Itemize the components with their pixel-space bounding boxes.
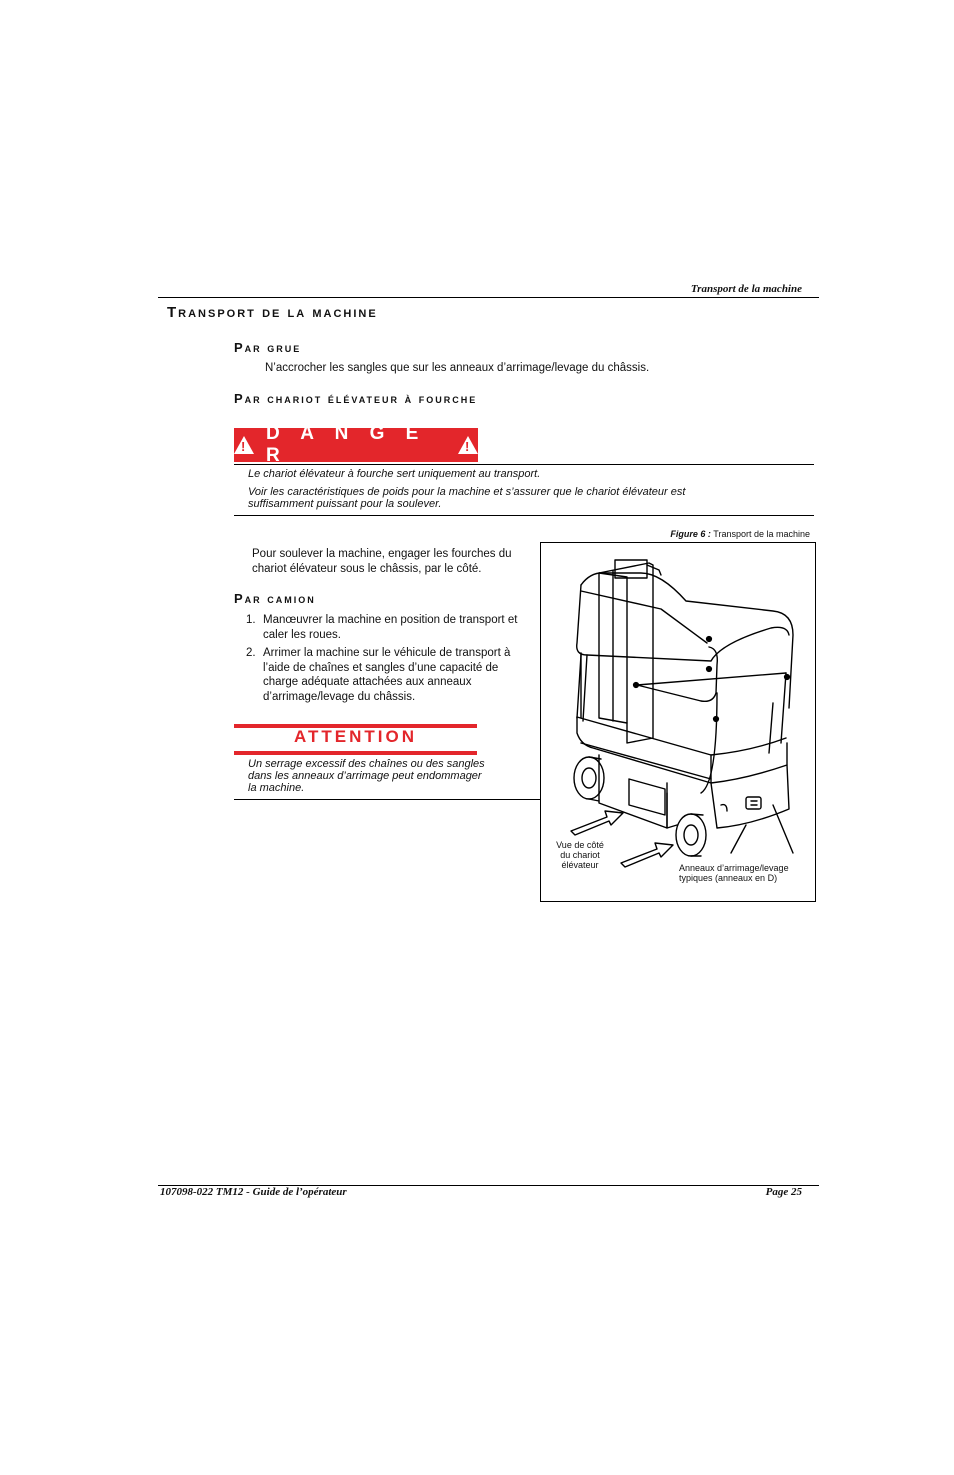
- callout-forklift: Vue de côté du chariot élévateur: [556, 840, 604, 870]
- attention-bar-bottom: [234, 751, 477, 755]
- footer-page-number: Page 25: [765, 1186, 802, 1198]
- attention-word: ATTENTION: [293, 727, 417, 746]
- callout-rings: Anneaux d’arrimage/levage typiques (anneaux en D): [679, 863, 789, 883]
- danger-banner: [234, 423, 478, 466]
- list-item: 1. Manœuvrer la machine en position de transport et caler les roues.: [246, 614, 518, 641]
- warning-triangle-icon: !: [234, 436, 254, 454]
- chariot-text-a: Pour soulever la machine, engager les fourches du: [252, 548, 512, 560]
- warning-triangle-icon: !: [458, 436, 478, 454]
- running-header: Transport de la machine: [690, 283, 802, 295]
- header-rule: [158, 297, 819, 298]
- danger-rule-bottom: [234, 515, 814, 516]
- footer-doc-id: 107098-022 TM12 - Guide de l’opérateur: [160, 1186, 347, 1198]
- attention-rule: [234, 799, 540, 800]
- danger-rule-top: [234, 464, 814, 465]
- danger-word: D A N G E R: [266, 423, 427, 466]
- section-title: Transport de la machine: [167, 304, 378, 321]
- danger-line-2b: suffisamment puissant pour la soulever.: [248, 498, 442, 510]
- figure-caption: Figure 6 : Transport de la machine: [670, 529, 810, 539]
- danger-line-2a: Voir les caractéristiques de poids pour la machine et s’assurer que le chariot élévateur est: [248, 486, 686, 498]
- attention-line-2: dans les anneaux d’arrimage peut endommager: [248, 770, 482, 782]
- chariot-text-b: chariot élévateur sous le châssis, par le côté.: [252, 563, 482, 575]
- attention-line-3: la machine.: [248, 782, 305, 794]
- grue-text: N’accrocher les sangles que sur les anneaux d’arrimage/levage du châssis.: [265, 362, 650, 374]
- camion-steps: [246, 613, 536, 708]
- danger-line-1: Le chariot élévateur à fourche sert uniquement au transport.: [248, 468, 541, 480]
- figure-box: [540, 542, 816, 902]
- heading-par-chariot: Par chariot élévateur à fourche: [234, 391, 478, 406]
- list-item: 2. Arrimer la machine sur le véhicule de transport à l’aide de chaînes et sangles d’une capacité de charge adéquate attachées aux anneaux d’arrimage/levage du châssis.: [246, 647, 511, 703]
- heading-par-grue: Par grue: [234, 340, 302, 355]
- attention-line-1: Un serrage excessif des chaînes ou des sangles: [248, 758, 485, 770]
- heading-par-camion: Par camion: [234, 591, 316, 606]
